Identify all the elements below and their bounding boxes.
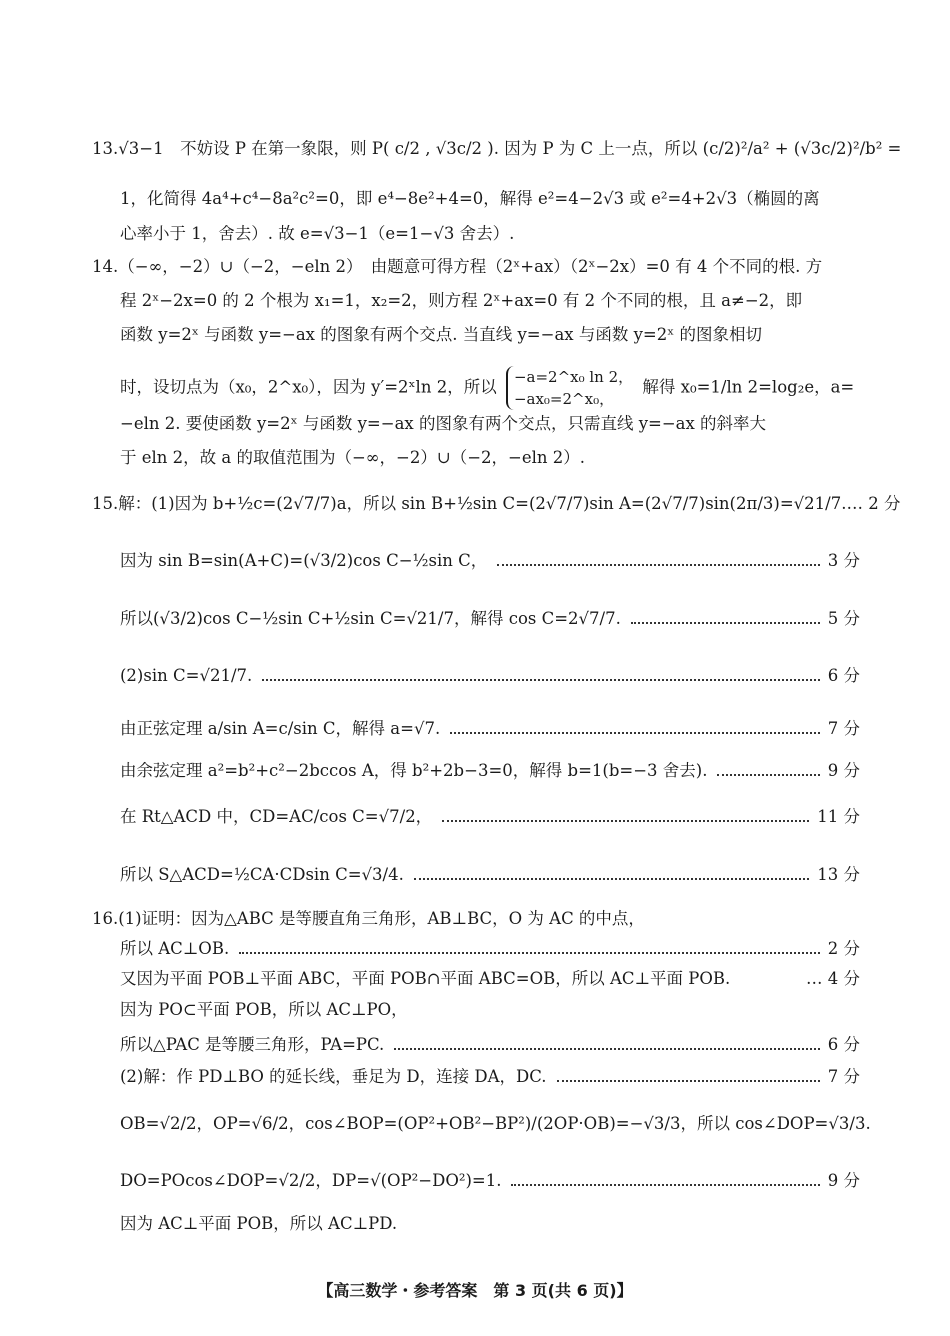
q15-row-1-text: 15.解：(1)因为 b+½c=(2√7/7)a，所以 sin B+½sin C=(2√7/7)sin A=(2√7/7)sin(2π/3)=√21/7. (92, 494, 847, 513)
q14-line-6: 于 eln 2，故 a 的取值范围为（−∞，−2）∪（−2，−eln 2）. (120, 448, 586, 467)
q16-row-2-text: 所以 AC⊥OB. (120, 939, 230, 958)
q16-row-2-score: 2 分 (827, 939, 860, 958)
q15-row-8-score: 13 分 (817, 865, 860, 884)
q15-row-3-score: 5 分 (827, 609, 860, 628)
q16-row-7: OB=√2/2，OP=√6/2，cos∠BOP=(OP²+OB²−BP²)/(2OP·OB)=−√3/3，所以 cos∠DOP=√3/3. (120, 1114, 871, 1133)
q14-line-5: −eln 2. 要使函数 y=2ˣ 与函数 y=−ax 的图象有两个交点，只需直线 y=−ax 的斜率大 (120, 414, 767, 433)
q16-row-8-text: DO=POcos∠DOP=√2/2，DP=√(OP²−DO²)=1. (120, 1171, 502, 1190)
q13-line-1: 13.√3−1 不妨设 P 在第一象限，则 P( c/2 , √3c/2 ). 因为 P 为 C 上一点，所以 (c/2)²/a² + (√3c/2)²/b² = (92, 139, 902, 158)
q15-row-6-score: 9 分 (827, 761, 860, 780)
q15-row-2-text: 因为 sin B=sin(A+C)=(√3/2)cos C−½sin C， (120, 551, 488, 570)
q14-line-3: 函数 y=2ˣ 与函数 y=−ax 的图象有两个交点. 当直线 y=−ax 与函数 y=2ˣ 的图象相切 (120, 325, 762, 344)
q13-line-3: 心率小于 1，舍去）. 故 e=√3−1（e=1−√3 舍去）. (120, 224, 515, 243)
q15-row-7-score: 11 分 (817, 807, 860, 826)
q15-row-8-text: 所以 S△ACD=½CA·CDsin C=√3/4. (120, 865, 404, 884)
q16-row-3-text: 又因为平面 POB⊥平面 ABC，平面 POB∩平面 ABC=OB，所以 AC⊥平面 POB. (120, 969, 731, 988)
leader-dots (262, 679, 820, 681)
leader-dots (717, 774, 819, 776)
q16-row-6-text: (2)解：作 PD⊥BO 的延长线，垂足为 D，连接 DA，DC. (120, 1067, 547, 1086)
q14-line-4 (120, 366, 854, 410)
leader-dots (631, 622, 820, 624)
q16-row-3-score: … 4 分 (806, 969, 860, 988)
leader-dots (497, 564, 819, 566)
q14-line-4-tail: 解得 x₀=1/ln 2=log₂e，a= (642, 377, 855, 397)
q16-row-5-score: 6 分 (827, 1035, 860, 1054)
q15-row-5-score: 7 分 (827, 719, 860, 738)
q15-row-7-text: 在 Rt△ACD 中，CD=AC/cos C=√7/2， (120, 807, 433, 826)
q16-row-5-text: 所以△PAC 是等腰三角形，PA=PC. (120, 1035, 385, 1054)
q16-row-6-score: 7 分 (827, 1067, 860, 1086)
leader-dots (414, 878, 809, 880)
q14-system-eq-2: −ax₀=2^x₀， (513, 390, 615, 408)
q16-row-8-score: 9 分 (827, 1171, 860, 1190)
leader-dots (511, 1184, 819, 1186)
q15-row-4-text: (2)sin C=√21/7. (120, 666, 253, 685)
q15-row-3-text: 所以(√3/2)cos C−½sin C+½sin C=√21/7，解得 cos C=2√7/7. (120, 609, 621, 628)
q13-line-2: 1，化简得 4a⁴+c⁴−8a²c²=0，即 e⁴−8e²+4=0，解得 e²=4−2√3 或 e²=4+2√3（椭圆的离 (120, 189, 820, 208)
leader-dots (239, 952, 820, 954)
q15-row-6-text: 由余弦定理 a²=b²+c²−2bccos A，得 b²+2b−3=0，解得 b=1(b=−3 舍去). (120, 761, 708, 780)
page-footer: 【高三数学・参考答案 第 3 页(共 6 页)】 (317, 1281, 633, 1300)
q15-row-1-score: … 2 分 (846, 494, 901, 513)
q16-row-1: 16.(1)证明：因为△ABC 是等腰直角三角形，AB⊥BC，O 为 AC 的中点， (92, 909, 645, 928)
leader-dots (394, 1048, 819, 1050)
q14-line-2: 程 2ˣ−2x=0 的 2 个根为 x₁=1，x₂=2，则方程 2ˣ+ax=0 有 2 个不同的根，且 a≠−2，即 (120, 291, 803, 310)
leader-dots (450, 732, 820, 734)
q15-row-2-score: 3 分 (827, 551, 860, 570)
q16-row-4: 因为 PO⊂平面 POB，所以 AC⊥PO， (120, 1000, 408, 1019)
q15-row-5-text: 由正弦定理 a/sin A=c/sin C，解得 a=√7. (120, 719, 441, 738)
q15-row-4-score: 6 分 (827, 666, 860, 685)
q14-equation-system (506, 366, 633, 410)
q14-system-eq-1: −a=2^x₀ ln 2， (513, 368, 634, 386)
q14-line-4-lead: 时，设切点为（x₀，2^x₀），因为 y′=2ˣln 2，所以 (120, 377, 497, 397)
q16-row-9: 因为 AC⊥平面 POB，所以 AC⊥PD. (120, 1214, 398, 1233)
q14-line-1: 14.（−∞，−2）∪（−2，−eln 2） 由题意可得方程（2ˣ+ax）（2ˣ−2x）=0 有 4 个不同的根. 方 (92, 257, 823, 276)
leader-dots (442, 820, 809, 822)
leader-dots (557, 1080, 820, 1082)
